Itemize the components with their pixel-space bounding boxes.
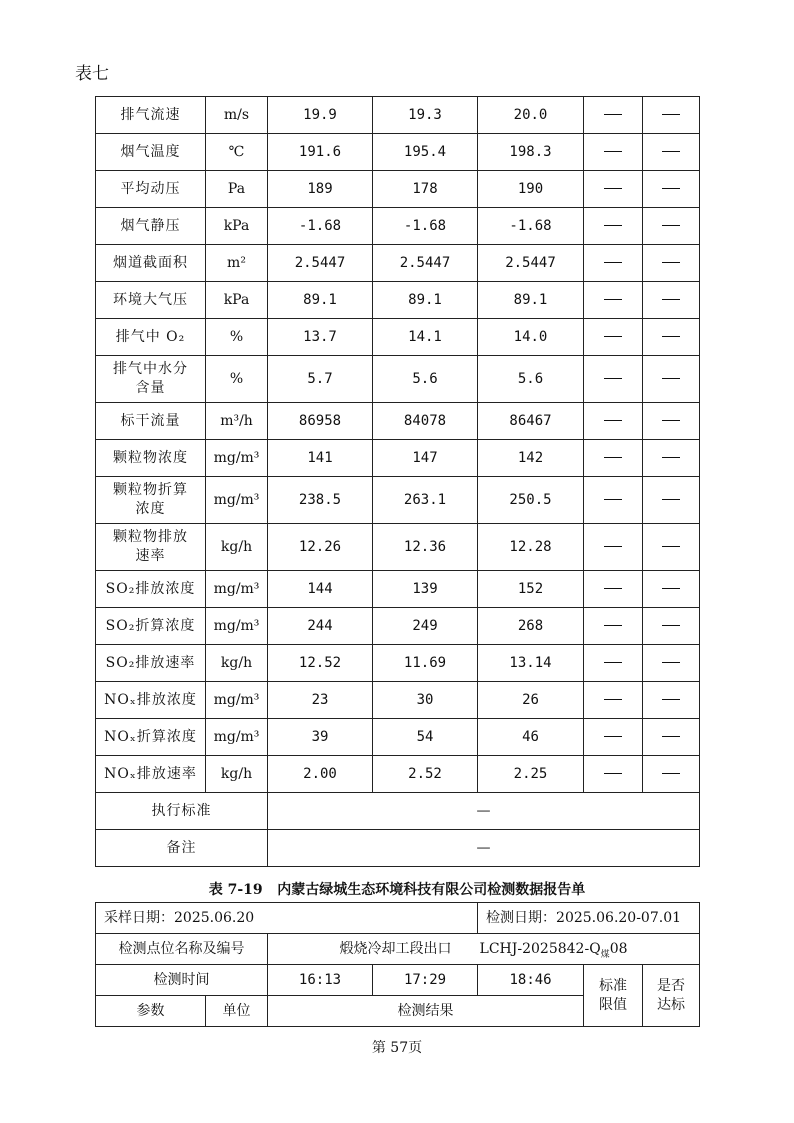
table-caption (95, 879, 699, 899)
limit-dash-cell (584, 171, 643, 208)
value-3-cell: 13.14 (478, 645, 584, 682)
param-cell: NOₓ折算浓度 (96, 719, 206, 756)
param-cell: 颗粒物浓度 (96, 440, 206, 477)
limit-dash-cell (584, 524, 643, 571)
compliance-dash-cell (643, 282, 700, 319)
point-label: 检测点位名称及编号 (96, 934, 268, 965)
execution-standard-value: — (268, 793, 700, 830)
value-1-cell: 191.6 (268, 134, 373, 171)
table-row (96, 477, 700, 524)
value-3-cell: 5.6 (478, 356, 584, 403)
value-2-cell: 5.6 (373, 356, 478, 403)
param-cell: 颗粒物折算浓度 (96, 477, 206, 524)
value-3-cell: 20.0 (478, 97, 584, 134)
value-2-cell: 147 (373, 440, 478, 477)
unit-cell: % (206, 319, 268, 356)
dash-mark (604, 336, 622, 337)
dash-mark (604, 262, 622, 263)
page-number: 第 57页 (371, 1040, 423, 1056)
point-value-cell (268, 934, 700, 965)
value-3-cell: 26 (478, 682, 584, 719)
dash-mark (604, 588, 622, 589)
limit-dash-cell (584, 682, 643, 719)
time-row (96, 965, 700, 996)
point-row (96, 934, 700, 965)
compliance-dash-cell (643, 571, 700, 608)
compliance-dash-cell (643, 319, 700, 356)
value-3-cell: 268 (478, 608, 584, 645)
value-1-cell: 141 (268, 440, 373, 477)
compliance-dash-cell (643, 477, 700, 524)
value-2-cell: -1.68 (373, 208, 478, 245)
unit-label: 单位 (206, 996, 268, 1027)
unit-cell: kg/h (206, 756, 268, 793)
dash-mark (662, 114, 680, 115)
param-cell: 颗粒物排放速率 (96, 524, 206, 571)
compliance-dash-cell (643, 208, 700, 245)
remarks-label: 备注 (96, 830, 268, 867)
table-row (96, 171, 700, 208)
dash-mark (604, 378, 622, 379)
param-cell: SO₂排放浓度 (96, 571, 206, 608)
param-cell: 排气中水分含量 (96, 356, 206, 403)
value-1-cell: 12.26 (268, 524, 373, 571)
sampling-date: 采样日期：2025.06.20 (96, 903, 478, 934)
compliance-dash-cell (643, 171, 700, 208)
limit-dash-cell (584, 319, 643, 356)
limit-dash-cell (584, 403, 643, 440)
limit-dash-cell (584, 282, 643, 319)
value-3-cell: 86467 (478, 403, 584, 440)
table-row (96, 356, 700, 403)
value-1-cell: 23 (268, 682, 373, 719)
param-cell: 烟气静压 (96, 208, 206, 245)
point-value: 煅烧冷却工段出口 LCHJ-2025842-Q (339, 940, 601, 957)
limit-dash-cell (584, 356, 643, 403)
table-row (96, 319, 700, 356)
value-3-cell: 2.5447 (478, 245, 584, 282)
dash-mark (662, 736, 680, 737)
time-3: 18:46 (478, 965, 584, 996)
value-2-cell: 195.4 (373, 134, 478, 171)
unit-cell: kPa (206, 208, 268, 245)
compliance-label: 是否达标 (643, 965, 700, 1027)
dash-mark (604, 420, 622, 421)
dash-mark (604, 188, 622, 189)
value-1-cell: 189 (268, 171, 373, 208)
param-cell: NOₓ排放速率 (96, 756, 206, 793)
table-row (96, 134, 700, 171)
value-3-cell: 46 (478, 719, 584, 756)
dash-mark (662, 588, 680, 589)
unit-cell: kPa (206, 282, 268, 319)
table-row (96, 608, 700, 645)
dash-mark (604, 499, 622, 500)
limit-dash-cell (584, 756, 643, 793)
table-row (96, 97, 700, 134)
value-2-cell: 14.1 (373, 319, 478, 356)
dash-mark (662, 188, 680, 189)
value-3-cell: 190 (478, 171, 584, 208)
value-3-cell: 152 (478, 571, 584, 608)
limit-dash-cell (584, 134, 643, 171)
table-row (96, 524, 700, 571)
param-cell: 标干流量 (96, 403, 206, 440)
remarks-value: — (268, 830, 700, 867)
limit-dash-cell (584, 440, 643, 477)
table-row (96, 403, 700, 440)
unit-cell: Pa (206, 171, 268, 208)
caption-title: 内蒙古绿城生态环境科技有限公司检测数据报告单 (277, 882, 586, 898)
table-row (96, 282, 700, 319)
emission-data-table (95, 96, 700, 867)
unit-cell: kg/h (206, 524, 268, 571)
dash-mark (662, 336, 680, 337)
limit-dash-cell (584, 571, 643, 608)
dash-mark (604, 662, 622, 663)
unit-cell: mg/m³ (206, 477, 268, 524)
dash-mark (662, 457, 680, 458)
unit-cell: mg/m³ (206, 682, 268, 719)
value-2-cell: 54 (373, 719, 478, 756)
dash-mark (604, 699, 622, 700)
page-heading: 表七 (75, 64, 109, 84)
value-3-cell: 12.28 (478, 524, 584, 571)
value-1-cell: 244 (268, 608, 373, 645)
compliance-dash-cell (643, 356, 700, 403)
param-cell: 排气中 O₂ (96, 319, 206, 356)
test-date: 检测日期：2025.06.20-07.01 (478, 903, 700, 934)
compliance-dash-cell (643, 245, 700, 282)
value-1-cell: 2.00 (268, 756, 373, 793)
compliance-dash-cell (643, 524, 700, 571)
table-row (96, 245, 700, 282)
limit-dash-cell (584, 608, 643, 645)
value-2-cell: 2.5447 (373, 245, 478, 282)
dash-mark (604, 225, 622, 226)
value-1-cell: 39 (268, 719, 373, 756)
dates-row (96, 903, 700, 934)
limit-label: 标准限值 (584, 965, 643, 1027)
value-1-cell: 238.5 (268, 477, 373, 524)
value-3-cell: -1.68 (478, 208, 584, 245)
dash-mark (604, 114, 622, 115)
value-3-cell: 14.0 (478, 319, 584, 356)
compliance-dash-cell (643, 608, 700, 645)
compliance-dash-cell (643, 97, 700, 134)
dash-mark (604, 151, 622, 152)
limit-dash-cell (584, 97, 643, 134)
dash-mark (662, 546, 680, 547)
compliance-dash-cell (643, 719, 700, 756)
value-1-cell: 89.1 (268, 282, 373, 319)
table-row (96, 682, 700, 719)
value-2-cell: 30 (373, 682, 478, 719)
execution-standard-label: 执行标准 (96, 793, 268, 830)
value-1-cell: 5.7 (268, 356, 373, 403)
dash-mark (662, 262, 680, 263)
execution-standard-row (96, 793, 700, 830)
table-row (96, 440, 700, 477)
value-2-cell: 12.36 (373, 524, 478, 571)
value-1-cell: 19.9 (268, 97, 373, 134)
value-1-cell: 12.52 (268, 645, 373, 682)
compliance-dash-cell (643, 440, 700, 477)
dash-mark (662, 151, 680, 152)
dash-mark (662, 225, 680, 226)
point-sub: 煤 (600, 949, 610, 960)
time-2: 17:29 (373, 965, 478, 996)
value-3-cell: 142 (478, 440, 584, 477)
table-row (96, 756, 700, 793)
unit-cell: mg/m³ (206, 571, 268, 608)
unit-cell: ℃ (206, 134, 268, 171)
param-cell: 环境大气压 (96, 282, 206, 319)
caption-number: 表 7-19 (208, 882, 263, 898)
dash-mark (662, 699, 680, 700)
value-3-cell: 198.3 (478, 134, 584, 171)
dash-mark (662, 499, 680, 500)
limit-dash-cell (584, 645, 643, 682)
compliance-dash-cell (643, 403, 700, 440)
value-2-cell: 2.52 (373, 756, 478, 793)
report-header-table (95, 902, 700, 1027)
table-row (96, 645, 700, 682)
compliance-dash-cell (643, 645, 700, 682)
value-2-cell: 249 (373, 608, 478, 645)
compliance-dash-cell (643, 756, 700, 793)
dash-mark (604, 736, 622, 737)
param-cell: NOₓ排放浓度 (96, 682, 206, 719)
time-1: 16:13 (268, 965, 373, 996)
unit-cell: m³/h (206, 403, 268, 440)
param-cell: 排气流速 (96, 97, 206, 134)
param-label: 参数 (96, 996, 206, 1027)
table-row (96, 571, 700, 608)
param-cell: 烟气温度 (96, 134, 206, 171)
unit-cell: kg/h (206, 645, 268, 682)
limit-dash-cell (584, 208, 643, 245)
value-3-cell: 2.25 (478, 756, 584, 793)
param-cell: 平均动压 (96, 171, 206, 208)
time-label: 检测时间 (96, 965, 268, 996)
value-2-cell: 178 (373, 171, 478, 208)
unit-cell: m/s (206, 97, 268, 134)
value-1-cell: 2.5447 (268, 245, 373, 282)
value-2-cell: 263.1 (373, 477, 478, 524)
table-row (96, 719, 700, 756)
compliance-dash-cell (643, 134, 700, 171)
value-2-cell: 84078 (373, 403, 478, 440)
result-label: 检测结果 (268, 996, 584, 1027)
limit-dash-cell (584, 719, 643, 756)
dash-mark (662, 420, 680, 421)
dash-mark (604, 625, 622, 626)
dash-mark (662, 773, 680, 774)
dash-mark (662, 299, 680, 300)
unit-cell: m² (206, 245, 268, 282)
limit-dash-cell (584, 477, 643, 524)
value-1-cell: 144 (268, 571, 373, 608)
value-1-cell: 13.7 (268, 319, 373, 356)
value-2-cell: 19.3 (373, 97, 478, 134)
unit-cell: % (206, 356, 268, 403)
dash-mark (604, 546, 622, 547)
table-row (96, 208, 700, 245)
dash-mark (604, 457, 622, 458)
value-2-cell: 11.69 (373, 645, 478, 682)
value-1-cell: -1.68 (268, 208, 373, 245)
dash-mark (662, 625, 680, 626)
param-cell: 烟道截面积 (96, 245, 206, 282)
dash-mark (604, 773, 622, 774)
compliance-dash-cell (643, 682, 700, 719)
point-suffix: 08 (609, 940, 628, 957)
param-cell: SO₂折算浓度 (96, 608, 206, 645)
value-2-cell: 139 (373, 571, 478, 608)
dash-mark (662, 662, 680, 663)
unit-cell: mg/m³ (206, 440, 268, 477)
value-1-cell: 86958 (268, 403, 373, 440)
emission-data-body (96, 97, 700, 793)
unit-cell: mg/m³ (206, 719, 268, 756)
remarks-row (96, 830, 700, 867)
value-3-cell: 89.1 (478, 282, 584, 319)
dash-mark (662, 378, 680, 379)
value-3-cell: 250.5 (478, 477, 584, 524)
dash-mark (604, 299, 622, 300)
value-2-cell: 89.1 (373, 282, 478, 319)
limit-dash-cell (584, 245, 643, 282)
param-cell: SO₂排放速率 (96, 645, 206, 682)
unit-cell: mg/m³ (206, 608, 268, 645)
